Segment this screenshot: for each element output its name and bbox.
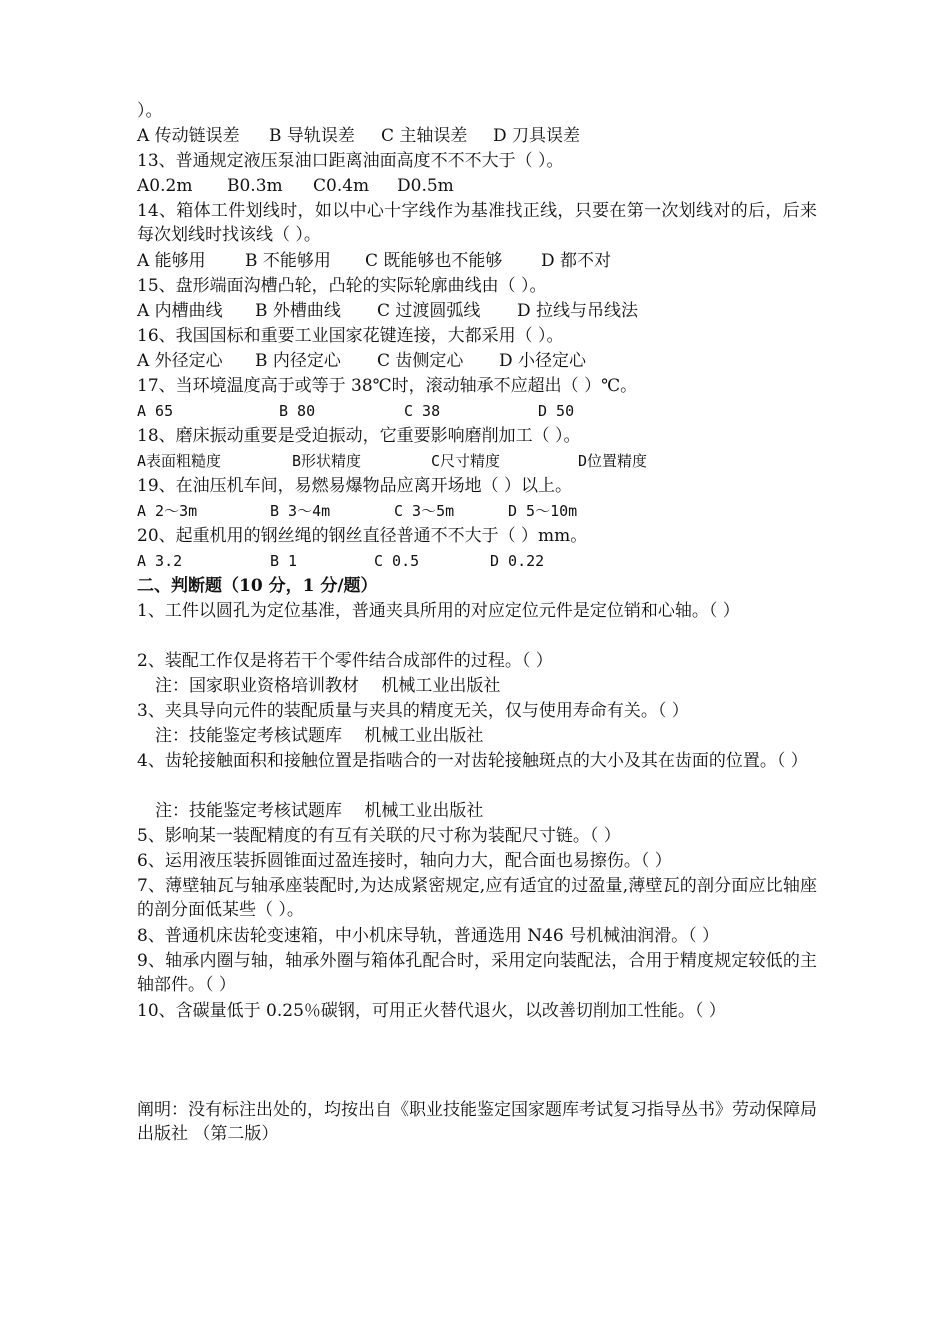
judgement-2: 2、装配工作仅是将若干个零件结合成部件的过程。（ ） xyxy=(137,651,553,671)
source-note: 注：技能鉴定考核试题库 机械工业出版社 xyxy=(155,726,484,746)
option-d: D 刀具误差 xyxy=(493,126,581,146)
source-note: 注：技能鉴定考核试题库 机械工业出版社 xyxy=(155,801,484,821)
option-c: C 38 xyxy=(404,402,441,420)
section-heading-judgement: 二、判断题（10 分，1 分/题） xyxy=(137,576,378,596)
option-a: A 传动链误差 xyxy=(137,126,240,146)
option-c: C 主轴误差 xyxy=(381,126,468,146)
question-20: 20、起重机用的钢丝绳的钢丝直径普通不不大于（ ）mm。 xyxy=(137,526,588,546)
option-a: A 外径定心 xyxy=(137,351,223,371)
option-d: D0.5m xyxy=(397,176,454,196)
judgement-3: 3、夹具导向元件的装配质量与夹具的精度无关，仅与使用寿命有关。（ ） xyxy=(137,701,689,721)
judgement-5: 5、影响某一装配精度的有互有关联的尺寸称为装配尺寸链。（ ） xyxy=(137,826,621,846)
option-b: B 导轨误差 xyxy=(269,126,355,146)
option-a: A 3.2 xyxy=(137,552,183,570)
options-q17 xyxy=(137,399,817,423)
judgement-8: 8、普通机床齿轮变速箱，中小机床导轨，普通选用 N46 号机械油润滑。（ ） xyxy=(137,926,720,946)
options-q19 xyxy=(137,499,817,523)
option-b: B0.3m xyxy=(227,176,283,196)
option-b: B 不能够用 xyxy=(245,251,331,271)
source-statement: 阐明：没有标注出处的，均按出自《职业技能鉴定国家题库考试复习指导丛书》劳动保障局出版社 （第二版） xyxy=(137,1100,817,1144)
judgement-1: 1、工件以圆孔为定位基准，普通夹具所用的对应定位元件是定位销和心轴。（ ） xyxy=(137,601,740,621)
option-b: B 内径定心 xyxy=(255,351,341,371)
judgement-4: 4、齿轮接触面积和接触位置是指啮合的一对齿轮接触斑点的大小及其在齿面的位置。（ ） xyxy=(137,751,808,771)
options-q16 xyxy=(137,349,817,373)
options-q20 xyxy=(137,549,817,573)
option-a: A 2～3m xyxy=(137,502,198,520)
options-q15 xyxy=(137,299,817,323)
option-b: B 3～4m xyxy=(270,502,331,520)
options-q13 xyxy=(137,174,817,198)
option-d: D 5～10m xyxy=(508,502,578,520)
option-d: D 0.22 xyxy=(490,552,545,570)
option-d: D 小径定心 xyxy=(499,351,587,371)
option-c: C 过渡圆弧线 xyxy=(377,301,481,321)
option-c: C 齿侧定心 xyxy=(377,351,464,371)
option-c: C尺寸精度 xyxy=(431,452,501,470)
option-d: D 都不对 xyxy=(541,251,612,271)
question-19: 19、在油压机车间，易燃易爆物品应离开场地（ ）以上。 xyxy=(137,476,573,496)
option-a: A0.2m xyxy=(137,176,193,196)
question-13: 13、普通规定液压泵油口距离油面高度不不不大于（ ）。 xyxy=(137,151,564,171)
source-note: 注：国家职业资格培训教材 机械工业出版社 xyxy=(155,676,501,696)
option-c: C0.4m xyxy=(313,176,370,196)
options-q18 xyxy=(137,449,817,473)
question-14: 14、箱体工件划线时，如以中心十字线作为基准找正线，只要在第一次划线对的后，后来每次划线时找该线（ ）。 xyxy=(137,201,817,245)
option-a: A 内槽曲线 xyxy=(137,301,223,321)
option-c: C 3～5m xyxy=(394,502,455,520)
option-a: A表面粗糙度 xyxy=(137,452,222,470)
question-15: 15、盘形端面沟槽凸轮，凸轮的实际轮廓曲线由（ ）。 xyxy=(137,276,547,296)
option-d: D 50 xyxy=(538,402,575,420)
option-c: C 既能够也不能够 xyxy=(365,251,503,271)
option-b: B 1 xyxy=(270,552,298,570)
option-b: B形状精度 xyxy=(292,452,362,470)
options-q12 xyxy=(137,124,817,148)
option-a: A 65 xyxy=(137,402,174,420)
question-17: 17、当环境温度高于或等于 38℃时，滚动轴承不应超出（ ）℃。 xyxy=(137,376,638,396)
option-d: D位置精度 xyxy=(578,452,648,470)
judgement-9: 9、轴承内圈与轴，轴承外圈与箱体孔配合时，采用定向装配法，合用于精度规定较低的主轴部件。（ ） xyxy=(137,951,817,995)
question-16: 16、我国国标和重要工业国家花键连接，大都采用（ ）。 xyxy=(137,326,564,346)
options-q14 xyxy=(137,249,817,273)
option-a: A 能够用 xyxy=(137,251,206,271)
question-18: 18、磨床振动重要是受迫振动，它重要影响磨削加工（ ）。 xyxy=(137,426,581,446)
judgement-6: 6、运用液压装拆圆锥面过盈连接时，轴向力大，配合面也易擦伤。（ ） xyxy=(137,851,672,871)
judgement-10: 10、含碳量低于 0.25％碳钢，可用正火替代退火，以改善切削加工性能。（ ） xyxy=(137,1001,726,1021)
option-c: C 0.5 xyxy=(374,552,420,570)
prev-question-tail: ）。 xyxy=(137,101,163,121)
judgement-7: 7、薄壁轴瓦与轴承座装配时,为达成紧密规定,应有适宜的过盈量,薄壁瓦的剖分面应比轴座的剖分面低某些（ ）。 xyxy=(137,876,817,920)
option-b: B 外槽曲线 xyxy=(255,301,341,321)
option-b: B 80 xyxy=(279,402,316,420)
option-d: D 拉线与吊线法 xyxy=(517,301,639,321)
